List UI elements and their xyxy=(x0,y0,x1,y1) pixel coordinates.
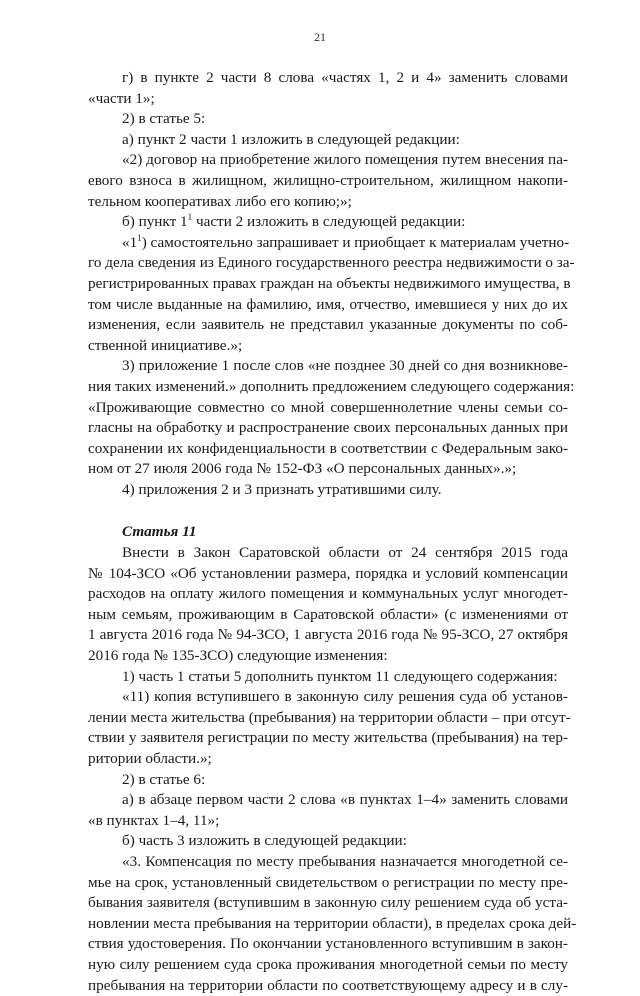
line-text: 2) в статье 6: xyxy=(122,770,206,788)
line-text: № 104-ЗСО «Об установлении размера, порядка и условий компенсации xyxy=(88,564,568,582)
line-text: го дела сведения из Единого государственного реестра недвижимости о за- xyxy=(88,254,575,272)
line-text: ную силу решением суда срока проживания многодетной семьи по месту xyxy=(88,955,568,973)
line-text: изменения, если заявитель не представил указанные документы по соб- xyxy=(88,316,568,334)
text-line xyxy=(88,233,568,254)
text-line xyxy=(88,68,568,89)
text-line xyxy=(88,852,568,873)
line-text: «2) договор на приобретение жилого помещения путем внесения па- xyxy=(122,151,568,169)
document-body xyxy=(88,68,577,996)
line-text: 4) приложения 2 и 3 признать утратившими силу. xyxy=(122,480,442,498)
text-line xyxy=(88,564,568,585)
line-text: «в пунктах 1–4, 11»; xyxy=(88,811,220,829)
text-line xyxy=(88,336,568,357)
line-text: 1) часть 1 статьи 5 дополнить пунктом 11 следующего содержания: xyxy=(122,667,558,685)
line-text: а) в абзаце первом части 2 слова «в пунктах 1–4» заменить словами xyxy=(122,791,568,809)
text-line xyxy=(88,356,568,377)
text-line xyxy=(88,605,568,626)
text-line xyxy=(88,893,568,914)
line-text: ным семьям, проживающим в Саратовской области» (с изменениями от xyxy=(88,605,568,623)
text-line xyxy=(88,439,568,460)
text-line xyxy=(88,543,568,564)
text-line xyxy=(88,811,568,832)
line-text: б) пункт 1 xyxy=(122,213,188,231)
line-text: ствия удостоверения. По окончании установленного вступившим в закон- xyxy=(88,935,568,953)
text-line xyxy=(88,192,568,213)
article-heading: Статья 11 xyxy=(122,523,197,541)
line-text: 2016 года № 135-ЗСО) следующие изменения: xyxy=(88,647,388,665)
text-line xyxy=(88,398,568,419)
line-text: 3) приложение 1 после слов «не позднее 30 дней со дня возникнове- xyxy=(122,357,568,375)
line-text: б) часть 3 изложить в следующей редакции: xyxy=(122,832,407,850)
line-text: г) в пункте 2 части 8 слова «частях 1, 2 и 4» заменить словами xyxy=(122,69,568,86)
text-line xyxy=(88,253,575,274)
line-text: пребывания на территории области по соответствующему адресу и в слу- xyxy=(88,976,568,994)
text-line xyxy=(88,109,568,130)
line-text: тельном кооперативах либо его копию;»; xyxy=(88,192,352,210)
page-number: 21 xyxy=(314,30,326,44)
line-text: «11) копия вступившего в законную силу решения суда об установ- xyxy=(122,688,568,706)
line-text: ритории области.»; xyxy=(88,750,212,767)
line-text: мье на срок, установленный свидетельством о регистрации по месту пре- xyxy=(88,873,568,891)
line-text: новлении места пребывания на территории области), в пределах срока дей- xyxy=(88,914,577,932)
text-line xyxy=(88,914,577,935)
line-text: сохранении их конфиденциальности в соответствии с Федеральным зако- xyxy=(88,439,568,457)
line-text-tail: ) самостоятельно запрашивает и приобщает к материалам учетно- xyxy=(141,233,570,251)
text-line xyxy=(88,418,568,439)
line-text: лении места жительства (пребывания) на территории области – при отсут- xyxy=(88,708,571,726)
line-text: ственной инициативе.»; xyxy=(88,336,243,354)
text-line xyxy=(88,625,568,646)
text-line xyxy=(88,873,568,894)
text-line xyxy=(88,790,568,811)
text-line xyxy=(88,315,568,336)
text-line xyxy=(88,584,568,605)
text-line xyxy=(88,749,568,770)
text-line xyxy=(88,130,568,151)
text-line xyxy=(88,274,571,295)
line-text: 1 августа 2016 года № 94-ЗСО, 1 августа 2016 года № 95-ЗСО, 27 октября xyxy=(88,626,568,644)
line-text: ствии у заявителя регистрации по месту жительства (пребывания) на тер- xyxy=(88,729,568,747)
text-line xyxy=(88,955,568,976)
text-line xyxy=(88,770,568,791)
text-line xyxy=(88,831,568,852)
line-text: 2) в статье 5: xyxy=(122,110,206,128)
text-line xyxy=(88,89,568,110)
article-11-text xyxy=(88,543,577,996)
line-text-tail: части 2 изложить в следующей редакции: xyxy=(192,213,466,231)
line-text: евого взноса в жилищном, жилищно-строительном, жилищном накопи- xyxy=(88,171,568,189)
text-line xyxy=(88,728,568,749)
article-10-amendments xyxy=(88,68,575,500)
superscript: 1 xyxy=(137,232,142,243)
text-line xyxy=(88,667,568,688)
text-line xyxy=(88,976,568,996)
line-text: регистрированных правах граждан на объекты недвижимого имущества, в xyxy=(88,274,571,292)
text-line xyxy=(88,212,568,233)
line-text: «1 xyxy=(122,233,138,251)
line-text: Внести в Закон Саратовской области от 24 сентября 2015 года xyxy=(122,544,568,562)
text-line xyxy=(88,171,568,192)
text-line xyxy=(88,934,568,955)
line-text: а) пункт 2 части 1 изложить в следующей редакции: xyxy=(122,130,460,148)
line-text: расходов на оплату жилого помещения и коммунальных услуг многодет- xyxy=(88,585,568,603)
text-line xyxy=(88,480,568,501)
line-text: «части 1»; xyxy=(88,89,155,107)
line-text: гласны на обработку и распространение своих персональных данных при xyxy=(88,419,568,437)
line-text: бывания заявителя (вступившим в законную силу решением суда об уста- xyxy=(88,894,568,912)
superscript: 1 xyxy=(187,212,193,223)
text-line xyxy=(88,377,575,398)
line-text: ном от 27 июля 2006 года № 152-ФЗ «О персональных данных».»; xyxy=(88,460,517,478)
line-text: «Проживающие совместно со мной совершеннолетние члены семьи со- xyxy=(88,398,568,416)
line-text: «3. Компенсация по месту пребывания назначается многодетной се- xyxy=(122,852,568,870)
section-gap xyxy=(88,500,568,522)
text-line xyxy=(88,687,568,708)
line-text: ния таких изменений.» дополнить предложением следующего содержания: xyxy=(88,377,575,395)
text-line xyxy=(88,708,571,729)
text-line xyxy=(88,150,568,171)
text-line xyxy=(88,295,568,316)
text-line xyxy=(88,646,568,667)
line-text: том числе выданные на фамилию, имя, отчество, имевшиеся у них до их xyxy=(88,295,568,313)
text-line xyxy=(88,459,568,480)
